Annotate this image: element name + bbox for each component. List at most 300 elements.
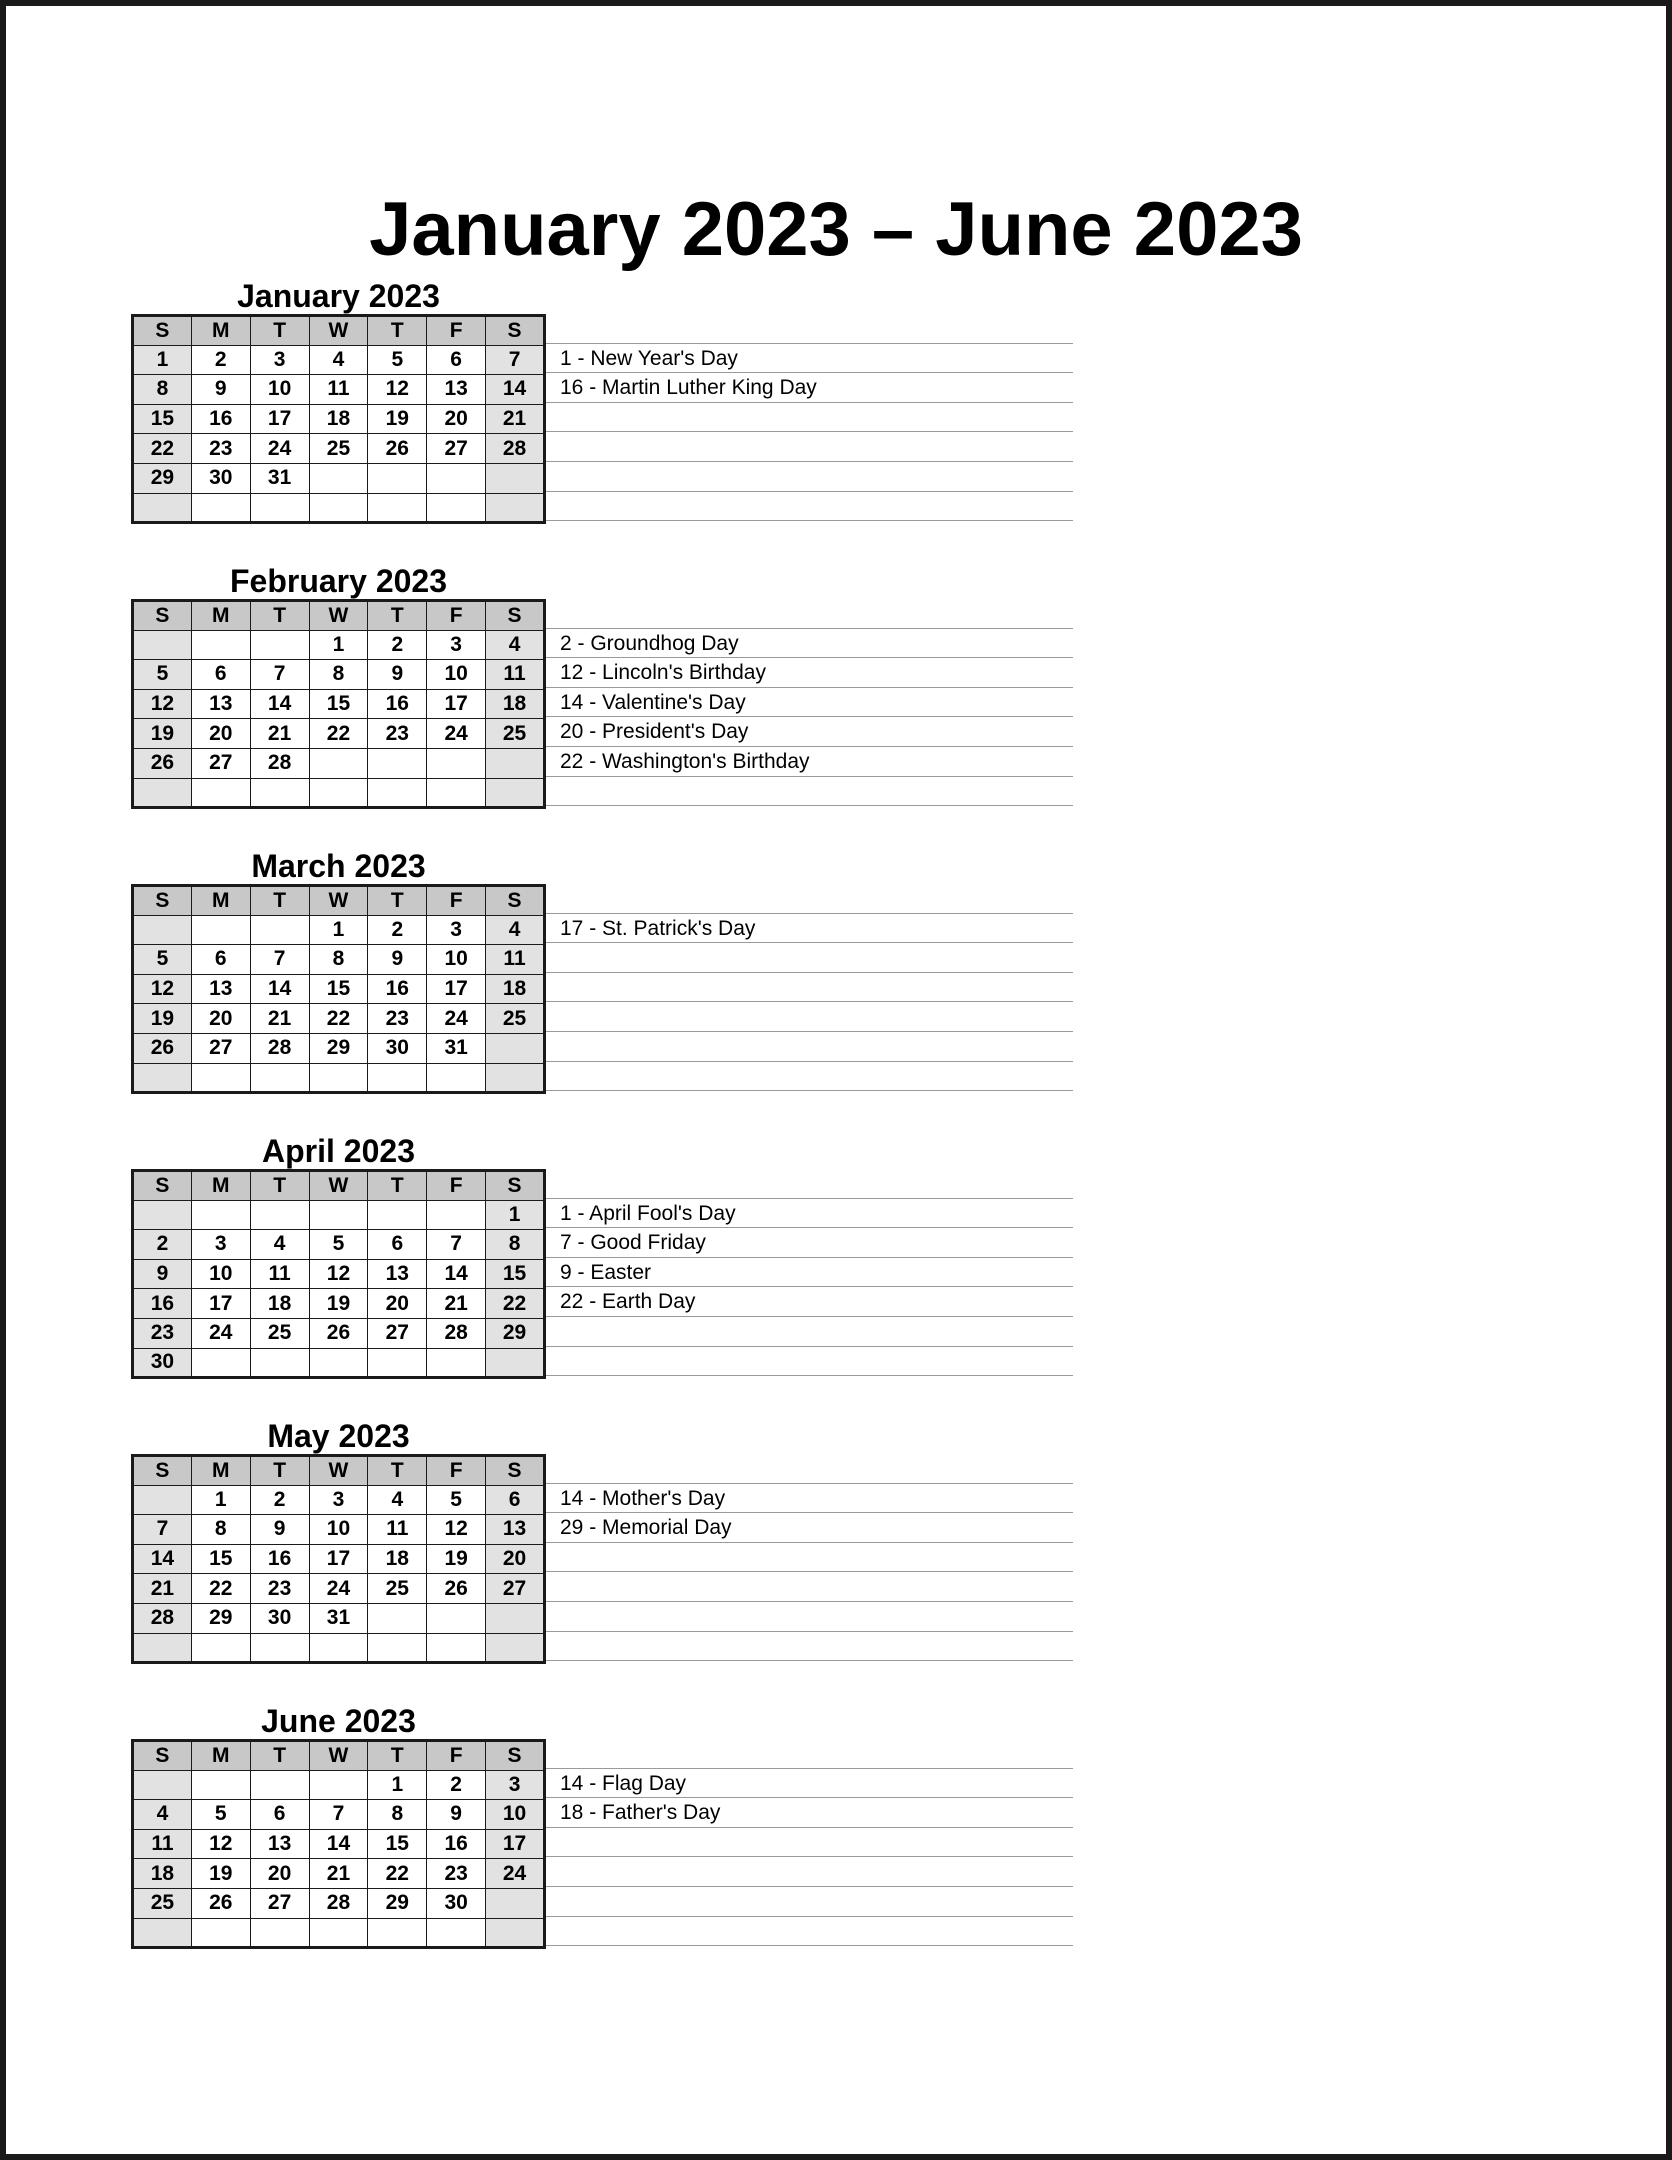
day-cell: 15 <box>309 974 368 1004</box>
month-title: January 2023 <box>237 278 440 314</box>
day-cell: 8 <box>486 1230 545 1260</box>
day-cell: 27 <box>486 1574 545 1604</box>
weekday-header: S <box>133 1456 192 1486</box>
day-cell: 22 <box>309 719 368 749</box>
day-cell: 16 <box>133 1289 192 1319</box>
week-row <box>133 434 545 464</box>
holiday-header-line <box>546 599 1073 629</box>
holiday-item <box>546 403 1073 433</box>
holiday-item <box>546 973 1073 1003</box>
day-cell: 27 <box>250 1888 309 1918</box>
holiday-item <box>546 432 1073 462</box>
day-cell: 20 <box>191 719 250 749</box>
day-cell: 26 <box>133 748 192 778</box>
day-cell: 18 <box>368 1544 427 1574</box>
day-cell <box>309 1063 368 1093</box>
day-cell: 3 <box>427 630 486 660</box>
weekday-header: S <box>486 316 545 346</box>
day-cell: 3 <box>250 345 309 375</box>
holiday-item <box>546 1543 1073 1573</box>
day-cell: 16 <box>368 974 427 1004</box>
week-row <box>133 404 545 434</box>
holiday-item: 1 - New Year's Day <box>546 344 1073 374</box>
day-cell <box>427 493 486 523</box>
day-cell: 23 <box>191 434 250 464</box>
day-cell: 12 <box>191 1829 250 1859</box>
day-cell <box>133 778 192 808</box>
weekday-header: T <box>250 1171 309 1201</box>
day-cell: 28 <box>250 1033 309 1063</box>
weekday-header: M <box>191 601 250 631</box>
holiday-item <box>546 1917 1073 1947</box>
week-row <box>133 1770 545 1800</box>
day-cell: 14 <box>250 689 309 719</box>
day-cell: 2 <box>368 630 427 660</box>
day-cell: 22 <box>191 1574 250 1604</box>
day-cell <box>427 1603 486 1633</box>
day-cell <box>309 1200 368 1230</box>
day-cell: 6 <box>250 1800 309 1830</box>
day-cell: 18 <box>486 689 545 719</box>
day-cell: 30 <box>368 1033 427 1063</box>
week-row <box>133 375 545 405</box>
day-cell: 8 <box>368 1800 427 1830</box>
day-cell: 3 <box>427 915 486 945</box>
day-cell: 13 <box>191 974 250 1004</box>
day-cell: 10 <box>427 945 486 975</box>
weekday-header: M <box>191 886 250 916</box>
weekday-header: W <box>309 1456 368 1486</box>
week-row <box>133 1544 545 1574</box>
day-cell: 20 <box>486 1544 545 1574</box>
weekday-header: T <box>368 316 427 346</box>
holiday-item <box>546 1002 1073 1032</box>
day-cell: 9 <box>133 1259 192 1289</box>
day-cell: 5 <box>133 945 192 975</box>
day-cell: 16 <box>250 1544 309 1574</box>
month-title: March 2023 <box>251 848 426 884</box>
day-cell <box>191 778 250 808</box>
month-calendar-grid <box>131 884 546 1094</box>
day-cell: 24 <box>191 1318 250 1348</box>
day-cell: 30 <box>191 463 250 493</box>
day-cell <box>309 1770 368 1800</box>
day-cell: 4 <box>486 630 545 660</box>
day-cell: 7 <box>133 1515 192 1545</box>
day-cell: 6 <box>191 660 250 690</box>
day-cell <box>250 915 309 945</box>
day-cell: 14 <box>486 375 545 405</box>
holiday-item <box>546 1828 1073 1858</box>
weekday-header: T <box>368 601 427 631</box>
day-cell: 19 <box>133 1004 192 1034</box>
month-block <box>131 1131 1076 1391</box>
day-cell: 6 <box>368 1230 427 1260</box>
day-cell <box>368 1918 427 1948</box>
holiday-list <box>546 1169 1073 1376</box>
day-cell: 9 <box>191 375 250 405</box>
day-cell: 26 <box>368 434 427 464</box>
day-cell <box>309 463 368 493</box>
day-cell: 13 <box>368 1259 427 1289</box>
day-cell: 13 <box>427 375 486 405</box>
day-cell: 29 <box>486 1318 545 1348</box>
day-cell <box>309 1633 368 1663</box>
holiday-item <box>546 1887 1073 1917</box>
day-cell: 17 <box>486 1829 545 1859</box>
month-calendar-grid <box>131 1739 546 1949</box>
holiday-header-line <box>546 1169 1073 1199</box>
day-cell <box>486 748 545 778</box>
week-row <box>133 974 545 1004</box>
day-cell <box>250 1200 309 1230</box>
day-cell: 8 <box>191 1515 250 1545</box>
day-cell: 5 <box>368 345 427 375</box>
day-cell: 24 <box>486 1859 545 1889</box>
day-cell: 20 <box>368 1289 427 1319</box>
day-cell: 22 <box>368 1859 427 1889</box>
day-cell: 19 <box>133 719 192 749</box>
month-block <box>131 1701 1076 1961</box>
day-cell: 15 <box>368 1829 427 1859</box>
weekday-header: F <box>427 1171 486 1201</box>
day-cell: 6 <box>486 1485 545 1515</box>
week-row <box>133 719 545 749</box>
day-cell <box>368 1348 427 1378</box>
holiday-item <box>546 492 1073 522</box>
weekday-header: S <box>133 886 192 916</box>
day-cell: 20 <box>250 1859 309 1889</box>
holiday-list <box>546 314 1073 521</box>
week-row <box>133 1200 545 1230</box>
day-cell: 16 <box>191 404 250 434</box>
day-cell: 22 <box>133 434 192 464</box>
day-cell: 17 <box>250 404 309 434</box>
holiday-item <box>546 1632 1073 1662</box>
holiday-item: 14 - Mother's Day <box>546 1484 1073 1514</box>
weekday-header-row <box>133 601 545 631</box>
day-cell: 9 <box>250 1515 309 1545</box>
weekday-header: T <box>368 1456 427 1486</box>
holiday-item: 22 - Earth Day <box>546 1287 1073 1317</box>
day-cell: 14 <box>309 1829 368 1859</box>
day-cell: 24 <box>427 1004 486 1034</box>
day-cell: 1 <box>309 630 368 660</box>
weekday-header: F <box>427 601 486 631</box>
day-cell: 17 <box>309 1544 368 1574</box>
day-cell: 28 <box>250 748 309 778</box>
month-block <box>131 561 1076 821</box>
weekday-header: F <box>427 1456 486 1486</box>
holiday-item: 7 - Good Friday <box>546 1228 1073 1258</box>
day-cell: 21 <box>486 404 545 434</box>
day-cell: 18 <box>133 1859 192 1889</box>
weekday-header: F <box>427 1741 486 1771</box>
month-calendar-grid <box>131 1169 546 1379</box>
day-cell: 13 <box>191 689 250 719</box>
weekday-header: T <box>368 886 427 916</box>
day-cell <box>191 1348 250 1378</box>
day-cell: 31 <box>427 1033 486 1063</box>
week-row <box>133 1348 545 1378</box>
day-cell <box>191 1063 250 1093</box>
day-cell: 31 <box>309 1603 368 1633</box>
day-cell: 13 <box>486 1515 545 1545</box>
day-cell: 26 <box>309 1318 368 1348</box>
week-row <box>133 1318 545 1348</box>
weekday-header: F <box>427 886 486 916</box>
day-cell: 29 <box>133 463 192 493</box>
day-cell: 7 <box>250 945 309 975</box>
weekday-header: W <box>309 1741 368 1771</box>
week-row <box>133 689 545 719</box>
holiday-item <box>546 777 1073 807</box>
day-cell <box>250 493 309 523</box>
day-cell: 28 <box>133 1603 192 1633</box>
weekday-header: M <box>191 316 250 346</box>
month-block <box>131 846 1076 1106</box>
day-cell <box>486 1888 545 1918</box>
day-cell <box>191 630 250 660</box>
holiday-header-line <box>546 314 1073 344</box>
day-cell: 28 <box>309 1888 368 1918</box>
week-row <box>133 1603 545 1633</box>
holiday-item: 1 - April Fool's Day <box>546 1199 1073 1229</box>
day-cell: 2 <box>427 1770 486 1800</box>
holiday-item <box>546 1347 1073 1377</box>
day-cell: 27 <box>191 748 250 778</box>
weekday-header: W <box>309 1171 368 1201</box>
day-cell: 12 <box>427 1515 486 1545</box>
day-cell <box>133 493 192 523</box>
holiday-item: 20 - President's Day <box>546 717 1073 747</box>
day-cell <box>427 778 486 808</box>
week-row <box>133 1859 545 1889</box>
week-row <box>133 1918 545 1948</box>
day-cell: 10 <box>309 1515 368 1545</box>
day-cell: 9 <box>368 660 427 690</box>
holiday-list <box>546 884 1073 1091</box>
day-cell: 11 <box>486 945 545 975</box>
day-cell: 4 <box>309 345 368 375</box>
day-cell: 1 <box>309 915 368 945</box>
day-cell: 14 <box>133 1544 192 1574</box>
day-cell: 11 <box>133 1829 192 1859</box>
day-cell: 23 <box>133 1318 192 1348</box>
day-cell: 1 <box>191 1485 250 1515</box>
day-cell: 20 <box>427 404 486 434</box>
day-cell: 27 <box>191 1033 250 1063</box>
day-cell <box>250 778 309 808</box>
month-title: May 2023 <box>267 1418 410 1454</box>
day-cell: 3 <box>486 1770 545 1800</box>
week-row <box>133 1063 545 1093</box>
day-cell: 21 <box>133 1574 192 1604</box>
day-cell: 19 <box>191 1859 250 1889</box>
weekday-header: S <box>486 886 545 916</box>
day-cell <box>250 1770 309 1800</box>
week-row <box>133 1004 545 1034</box>
month-calendar-grid <box>131 599 546 809</box>
day-cell: 12 <box>309 1259 368 1289</box>
weekday-header: T <box>250 316 309 346</box>
day-cell <box>133 1633 192 1663</box>
day-cell: 15 <box>191 1544 250 1574</box>
day-cell <box>133 630 192 660</box>
day-cell: 26 <box>427 1574 486 1604</box>
day-cell: 11 <box>309 375 368 405</box>
weekday-header: M <box>191 1741 250 1771</box>
week-row <box>133 748 545 778</box>
day-cell: 19 <box>309 1289 368 1319</box>
week-row <box>133 1888 545 1918</box>
day-cell <box>427 1918 486 1948</box>
day-cell: 8 <box>309 660 368 690</box>
month-block <box>131 1416 1076 1676</box>
day-cell: 21 <box>427 1289 486 1319</box>
day-cell: 29 <box>368 1888 427 1918</box>
holiday-list <box>546 1739 1073 1946</box>
day-cell: 14 <box>427 1259 486 1289</box>
day-cell: 9 <box>368 945 427 975</box>
day-cell <box>486 1063 545 1093</box>
day-cell: 29 <box>309 1033 368 1063</box>
day-cell: 22 <box>309 1004 368 1034</box>
day-cell <box>191 1918 250 1948</box>
day-cell: 18 <box>486 974 545 1004</box>
day-cell: 7 <box>250 660 309 690</box>
day-cell: 5 <box>427 1485 486 1515</box>
day-cell: 22 <box>486 1289 545 1319</box>
weekday-header: T <box>368 1171 427 1201</box>
weekday-header: S <box>486 601 545 631</box>
day-cell: 23 <box>250 1574 309 1604</box>
day-cell: 2 <box>368 915 427 945</box>
month-title: February 2023 <box>229 563 447 599</box>
day-cell: 25 <box>309 434 368 464</box>
day-cell: 12 <box>133 974 192 1004</box>
day-cell: 7 <box>309 1800 368 1830</box>
holiday-item: 2 - Groundhog Day <box>546 629 1073 659</box>
holiday-item: 14 - Valentine's Day <box>546 688 1073 718</box>
week-row <box>133 1574 545 1604</box>
day-cell: 31 <box>250 463 309 493</box>
day-cell: 3 <box>191 1230 250 1260</box>
day-cell <box>368 1063 427 1093</box>
week-row <box>133 630 545 660</box>
weekday-header-row <box>133 1171 545 1201</box>
day-cell: 10 <box>250 375 309 405</box>
day-cell <box>368 1603 427 1633</box>
weekday-header-row <box>133 1456 545 1486</box>
weekday-header: S <box>133 601 192 631</box>
day-cell <box>191 493 250 523</box>
weekday-header: T <box>250 601 309 631</box>
day-cell: 24 <box>309 1574 368 1604</box>
week-row <box>133 660 545 690</box>
weekday-header: T <box>250 1741 309 1771</box>
holiday-item <box>546 943 1073 973</box>
day-cell: 23 <box>368 719 427 749</box>
day-cell: 15 <box>309 689 368 719</box>
day-cell <box>191 1770 250 1800</box>
day-cell: 4 <box>368 1485 427 1515</box>
day-cell: 1 <box>368 1770 427 1800</box>
day-cell <box>368 493 427 523</box>
holiday-item: 9 - Easter <box>546 1258 1073 1288</box>
day-cell <box>133 1770 192 1800</box>
day-cell: 7 <box>427 1230 486 1260</box>
day-cell <box>368 778 427 808</box>
day-cell: 4 <box>486 915 545 945</box>
day-cell: 18 <box>309 404 368 434</box>
holiday-header-line <box>546 1739 1073 1769</box>
month-title: April 2023 <box>262 1133 415 1169</box>
week-row <box>133 945 545 975</box>
day-cell: 17 <box>427 689 486 719</box>
day-cell: 11 <box>368 1515 427 1545</box>
day-cell <box>309 748 368 778</box>
day-cell: 2 <box>133 1230 192 1260</box>
day-cell <box>133 1063 192 1093</box>
holiday-list <box>546 1454 1073 1661</box>
day-cell: 25 <box>368 1574 427 1604</box>
day-cell <box>133 1485 192 1515</box>
day-cell: 3 <box>309 1485 368 1515</box>
weekday-header-row <box>133 316 545 346</box>
week-row <box>133 1485 545 1515</box>
day-cell <box>427 1348 486 1378</box>
week-row <box>133 1259 545 1289</box>
day-cell <box>133 915 192 945</box>
day-cell <box>427 748 486 778</box>
day-cell: 25 <box>250 1318 309 1348</box>
day-cell: 8 <box>309 945 368 975</box>
holiday-item <box>546 1032 1073 1062</box>
holiday-item <box>546 462 1073 492</box>
day-cell: 15 <box>486 1259 545 1289</box>
day-cell: 24 <box>427 719 486 749</box>
week-row <box>133 493 545 523</box>
day-cell <box>486 493 545 523</box>
day-cell <box>368 1633 427 1663</box>
day-cell <box>191 1200 250 1230</box>
holiday-item: 14 - Flag Day <box>546 1769 1073 1799</box>
day-cell: 16 <box>368 689 427 719</box>
month-title: June 2023 <box>261 1703 416 1739</box>
day-cell: 7 <box>486 345 545 375</box>
day-cell: 4 <box>250 1230 309 1260</box>
week-row <box>133 1633 545 1663</box>
month-calendar-grid <box>131 1454 546 1664</box>
day-cell: 19 <box>427 1544 486 1574</box>
day-cell: 17 <box>427 974 486 1004</box>
day-cell <box>427 1633 486 1663</box>
week-row <box>133 1230 545 1260</box>
day-cell: 13 <box>250 1829 309 1859</box>
day-cell <box>191 915 250 945</box>
week-row <box>133 1800 545 1830</box>
holiday-item <box>546 1317 1073 1347</box>
holiday-item <box>546 1572 1073 1602</box>
day-cell <box>250 1918 309 1948</box>
day-cell: 6 <box>427 345 486 375</box>
holiday-item: 17 - St. Patrick's Day <box>546 914 1073 944</box>
day-cell: 5 <box>133 660 192 690</box>
day-cell: 1 <box>133 345 192 375</box>
week-row <box>133 915 545 945</box>
day-cell: 2 <box>191 345 250 375</box>
